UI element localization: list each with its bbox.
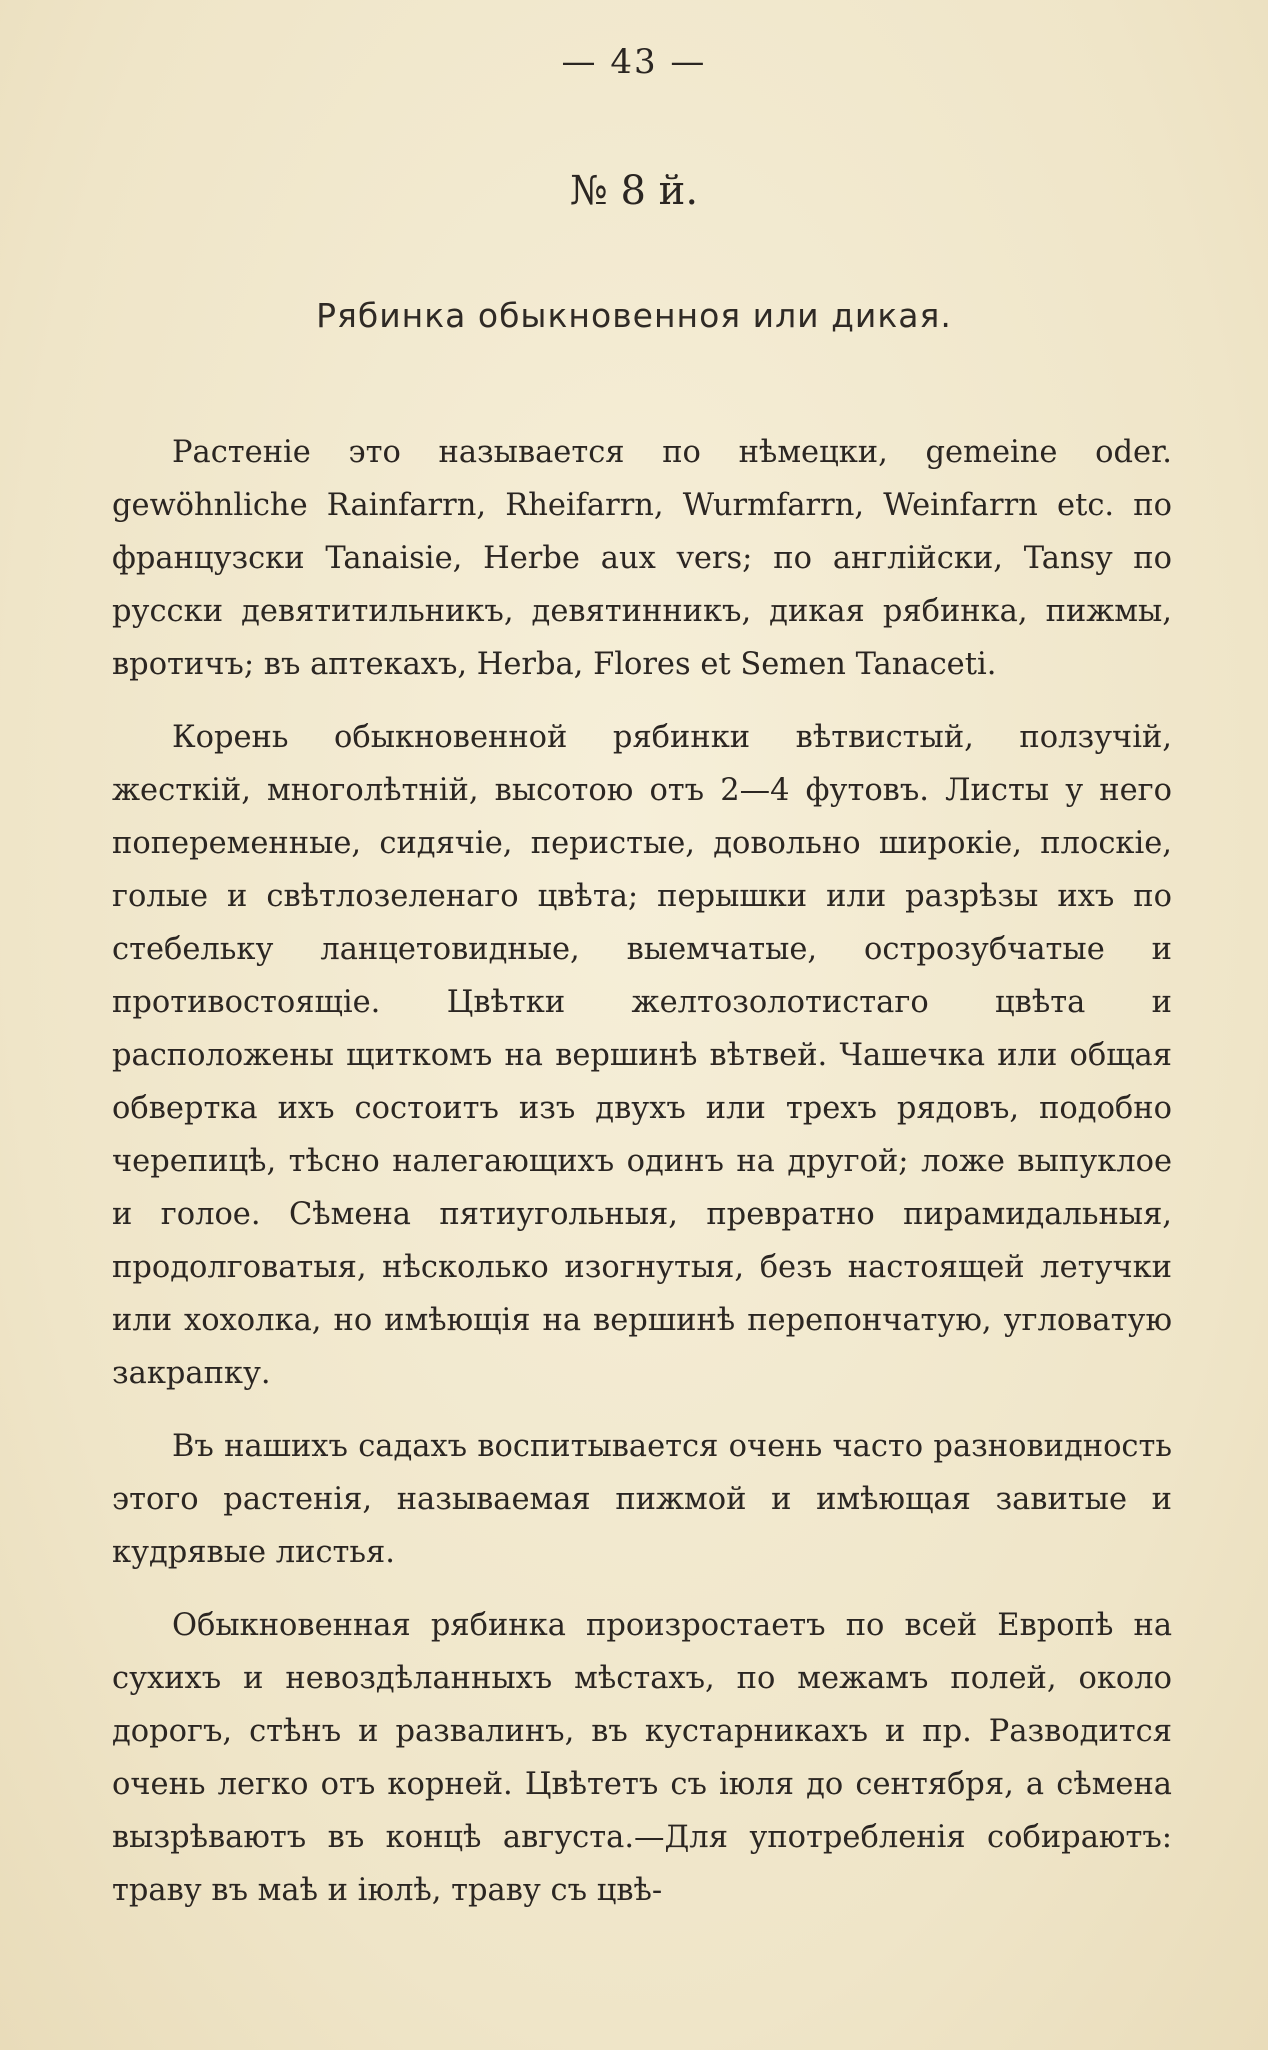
section-number: № 8 й. (569, 168, 699, 214)
paragraph-names: Растеніе это называется по нѣмецки, gemeine oder. gewöhnliche Rainfarrn, Rheifarrn, Wurmfarrn, Weinfarrn etc. по французски Tanaisie, Herbe aux vers; по англійски, Tansy по русски девятитильникъ, девятинникъ, дикая рябинка, пижмы, вротичъ; въ аптекахъ, Herba, Flores et Semen Tanaceti. (112, 435, 1172, 682)
paragraph-habitat: Обыкновенная рябинка произростаетъ по всей Европѣ на сухихъ и невоздѣланныхъ мѣстахъ, по межамъ полей, около дорогъ, стѣнъ и развалинъ, въ кустарникахъ и пр. Разводится очень легко отъ корней. Цвѣтетъ съ іюля до сентября, а сѣмена вызрѣваютъ въ концѣ августа.—Для употребленія собираютъ: траву въ маѣ и іюлѣ, траву съ цвѣ- (112, 1608, 1172, 1908)
section-title: Рябинка обыкновенноя или дикая. (316, 296, 952, 335)
paragraph-garden-variety: Въ нашихъ садахъ воспитывается очень часто разновидность этого растенія, называемая пижмой и имѣющая завитые и кудрявые листья. (112, 1429, 1172, 1570)
paragraph-description: Корень обыкновенной рябинки вѣтвистый, ползучій, жесткій, многолѣтній, высотою отъ 2—4 футовъ. Листы у него попеременные, сидячіе, перистые, довольно широкіе, плоскіе, голые и свѣтлозеленаго цвѣта; перышки или разрѣзы ихъ по стебельку ланцетовидные, выемчатые, острозубчатые и противостоящіе. Цвѣтки желтозолотистаго цвѣта и расположены щиткомъ на вершинѣ вѣтвей. Чашечка или общая обвертка ихъ состоитъ изъ двухъ или трехъ рядовъ, подобно черепицѣ, тѣсно налегающихъ одинъ на другой; ложе выпуклое и голое. Сѣмена пятиугольныя, превратно пирамидальныя, продолговатыя, нѣсколько изогнутыя, безъ настоящей летучки или хохолка, но имѣющія на вершинѣ перепончатую, угловатую закрапку. (112, 720, 1172, 1391)
page-number: — 43 — (561, 42, 707, 82)
body-text (112, 426, 1172, 1937)
